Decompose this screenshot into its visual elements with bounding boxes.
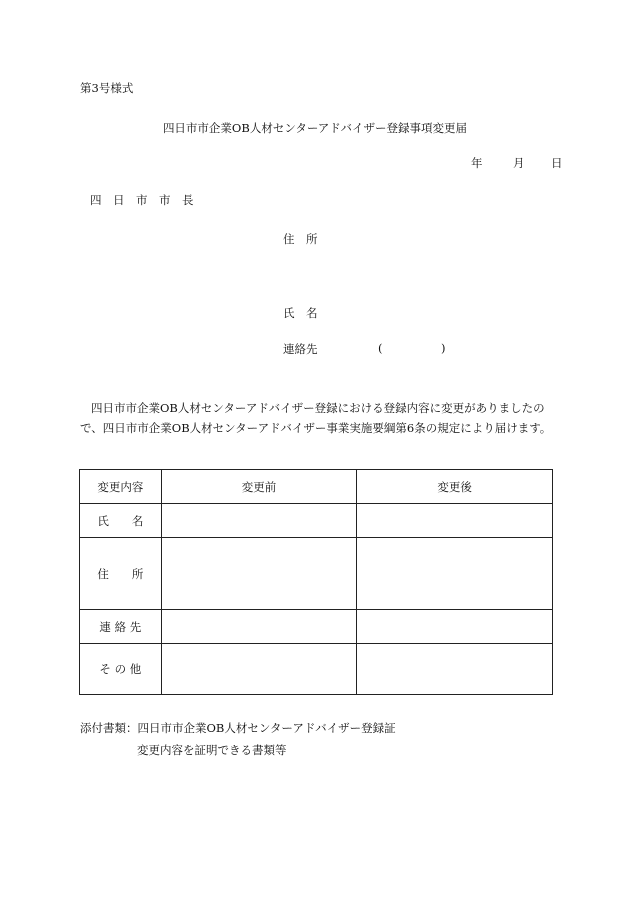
after-cell[interactable] [357,538,553,610]
row-label-address: 住 所 [80,538,162,610]
after-cell[interactable] [357,610,553,644]
after-cell[interactable] [357,644,553,695]
body-text: 四日市市企業OB人材センターアドバイザー登録における登録内容に変更がありましたので、四日市市企業OB人材センターアドバイザー事業実施要綱第6条の規定により届けます。 [80,401,552,435]
addressee: 四 日 市 市 長 [90,193,194,207]
after-cell[interactable] [357,504,553,538]
contact-paren-close: ) [441,341,446,355]
header-before: 変更前 [161,470,357,504]
attachment-item: 変更内容を証明できる書類等 [137,743,287,757]
attachments [80,717,396,761]
row-label-contact: 連 絡 先 [80,610,162,644]
date-month: 月 [513,156,525,170]
table-row [80,644,553,695]
date-year: 年 [471,156,483,170]
before-cell[interactable] [161,504,357,538]
table-row [80,538,553,610]
before-cell[interactable] [161,644,357,695]
date-line [471,155,563,171]
before-cell[interactable] [161,538,357,610]
row-label-other: そ の 他 [80,644,162,695]
row-label-name: 氏 名 [80,504,162,538]
table-row [80,610,553,644]
form-number: 第3号様式 [80,81,134,95]
before-cell[interactable] [161,610,357,644]
attachment-item: 四日市市企業OB人材センターアドバイザー登録証 [137,721,396,735]
attachments-label: 添付書類： [80,721,138,735]
date-day: 日 [551,156,563,170]
contact-label: 連絡先 [283,342,318,356]
header-after: 変更後 [357,470,553,504]
changes-table [79,469,553,695]
table-row [80,504,553,538]
address-label: 住 所 [283,232,318,246]
contact-paren-open: ( [378,341,383,355]
document-title: 四日市市企業OB人材センターアドバイザー登録事項変更届 [162,121,468,135]
name-label: 氏 名 [283,306,318,320]
header-change-item: 変更内容 [80,470,162,504]
table-header-row [80,470,553,504]
